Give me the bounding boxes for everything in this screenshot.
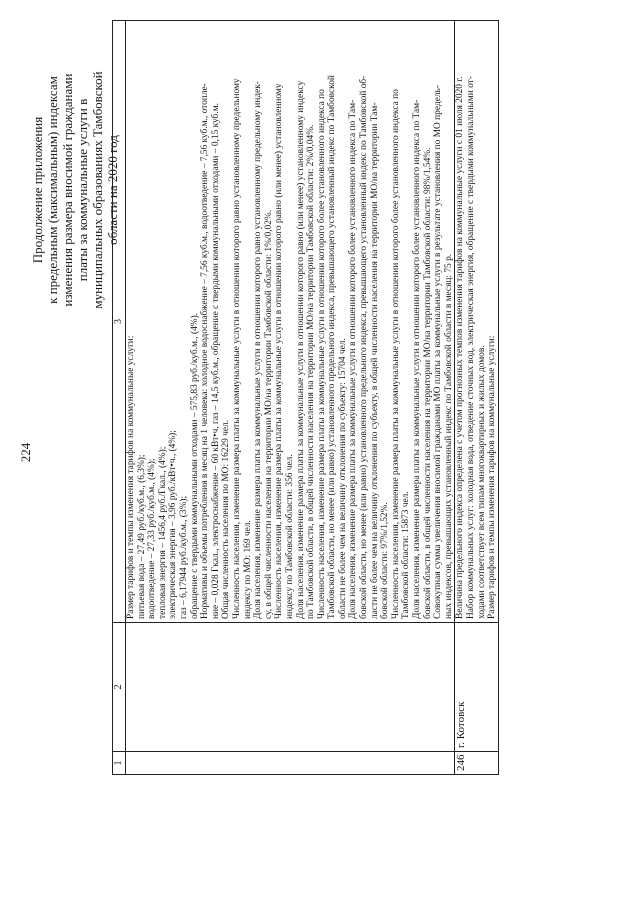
heading-line: Продолжение приложения bbox=[30, 116, 45, 264]
content-line: Численность населения, изменение размера платы за коммунальные услуги в отношении которого более установленного индекса по bbox=[316, 89, 327, 619]
content-line: ных индексов, превышающих установленный индекс по Тамбовской области в месяц: 75 р. bbox=[443, 253, 454, 619]
page-number: 224 bbox=[18, 442, 33, 463]
content-line: Тамбовской области, но менее (или равно) установленного предельного индекса, превышающего установленный индекс по Тамбовской bbox=[327, 75, 338, 619]
content-line: Размер тарифов и темпы изменения тарифов на коммунальные услуги: bbox=[126, 335, 136, 619]
content-line: Численность населения, изменение размера платы за коммунальные услуги в отношении которого равно установленному предельному bbox=[231, 78, 242, 619]
content-line: индексу по Тамбовской области: 356 чел. bbox=[284, 454, 295, 619]
column-header-1: 1 bbox=[113, 752, 126, 775]
municipality-cell: г. Котовск bbox=[455, 623, 498, 752]
heading-line: платы за коммунальные услуги в bbox=[75, 98, 90, 282]
content-line: обращение с твердыми коммунальными отходами – 575,83 руб./куб.м., (4%). bbox=[189, 312, 200, 619]
table-header-row bbox=[113, 21, 126, 775]
municipality-cell bbox=[126, 623, 455, 752]
table-row bbox=[455, 21, 498, 775]
content-line: су, в общей численности населения на территории МО/на территории Тамбовской области: 1%/0,02%. bbox=[263, 209, 274, 619]
content-line: газ – 6,17944 руб./куб.м., (3%); bbox=[178, 495, 189, 619]
appendix-heading bbox=[30, 40, 120, 340]
content-line: электрическая энергия – 3,96 руб./кВт•ч., (4%); bbox=[168, 430, 179, 619]
content-line: Тамбовской области: 15873 чел. bbox=[401, 491, 412, 619]
content-line: питьевая вода – 27,49 руб./куб.м., (6,3%); bbox=[136, 454, 147, 619]
row-number-cell bbox=[126, 752, 455, 775]
content-line: ние – 0,028 Гкал., электроснабжение – 60 кВт•ч, газ – 14,5 куб.м., обращение с твердыми коммунальными отходами – 0,15 куб.м. bbox=[210, 103, 221, 619]
heading-line: к предельным (максимальным) индексам bbox=[45, 76, 60, 304]
row-content bbox=[126, 21, 455, 623]
tariff-table bbox=[112, 20, 499, 775]
content-line: Доля населения, изменение размера платы за коммунальные услуги в отношении которого более установленного индекса по Там- bbox=[412, 99, 423, 619]
content-line: бовской области: 97%/1,52%. bbox=[380, 502, 391, 619]
table-row bbox=[126, 21, 455, 775]
content-line: Численность населения, изменение размера платы за коммунальные услуги в отношении которого более установленного индекса по bbox=[390, 89, 401, 619]
column-header-3: 3 bbox=[113, 21, 126, 623]
content-line: бовской области, в общей численности населения на территории МО/на территории Тамбовской области: 98%/1,54%. bbox=[422, 147, 433, 619]
content-line: Доля населения, изменение размера платы за коммунальные услуги в отношении которого равно (или менее) установленному индексу bbox=[295, 80, 306, 619]
content-line: тепловая энергия – 1456,4 руб./Гкал., (4%); bbox=[157, 446, 168, 619]
row-number-cell: 246 bbox=[455, 752, 498, 775]
content-line: Общая численность населения по МО: 16229 чел. bbox=[221, 419, 232, 619]
column-header-2: 2 bbox=[113, 623, 126, 752]
content-line: Доля населения, изменение размера платы за коммунальные услуги в отношении которого равно установленному предельному индек- bbox=[253, 81, 264, 619]
content-line: по Тамбовской области, в общей численности населения на территории МО/на территории Тамбовской области: 2%/0,04%. bbox=[306, 124, 317, 619]
content-line: области не более чем на величину отклонения по субъекту: 15704 чел. bbox=[337, 338, 348, 619]
content-line: индексу по МО: 169 чел. bbox=[242, 520, 253, 619]
content-line: Численность населения, изменение размера платы за коммунальные услуги в отношении которого равно (или менее) установленному bbox=[274, 83, 285, 619]
content-line: Доля населения, изменение размера платы за коммунальные услуги в отношении которого более установленного индекса по Там- bbox=[348, 99, 359, 619]
heading-line: области на 2020 год bbox=[105, 135, 120, 245]
content-line: Размер тарифов и темпы изменения тарифов на коммунальные услуги: bbox=[487, 335, 498, 619]
content-line: Величина предельного индекса определена с учетом прогнозных темпов изменения тарифов на коммунальные услуги с 01 июля 2020 г. bbox=[455, 76, 466, 619]
heading-line: муниципальных образованиях Тамбовской bbox=[90, 71, 105, 309]
content-line: Нормативы и объемы потребления в месяц на 1 человека: холодное водоснабжение – 7,56 куб.м., водоотведение – 7,56 куб.м., отопле- bbox=[200, 83, 211, 619]
heading-line: изменения размера вносимой гражданами bbox=[60, 73, 75, 307]
row-content bbox=[455, 21, 498, 623]
content-line: Совокупная сумма увеличения вносимой гражданами МО платы за коммунальные услуги в результате установления по МО предель- bbox=[433, 85, 444, 619]
content-line: ласти не более чем на величину отклонения по субъекту, в общей численности населения на территории МО/на территории Там- bbox=[369, 102, 380, 619]
content-line: Набор коммунальных услуг: холодная вода, отведение сточных вод, электрическая энергия, обращение с твердыми коммунальными от- bbox=[466, 76, 476, 619]
content-line: водоотведение – 27,33 руб./куб.м., (4%); bbox=[147, 458, 158, 619]
content-line: ходами соответствует всем типам многоквартирных и жилых домов. bbox=[476, 345, 487, 619]
content-line: бовской области, но менее (или равно) установленного предельного индекса, превышающего установленный индекс по Тамбовской об- bbox=[359, 75, 370, 619]
